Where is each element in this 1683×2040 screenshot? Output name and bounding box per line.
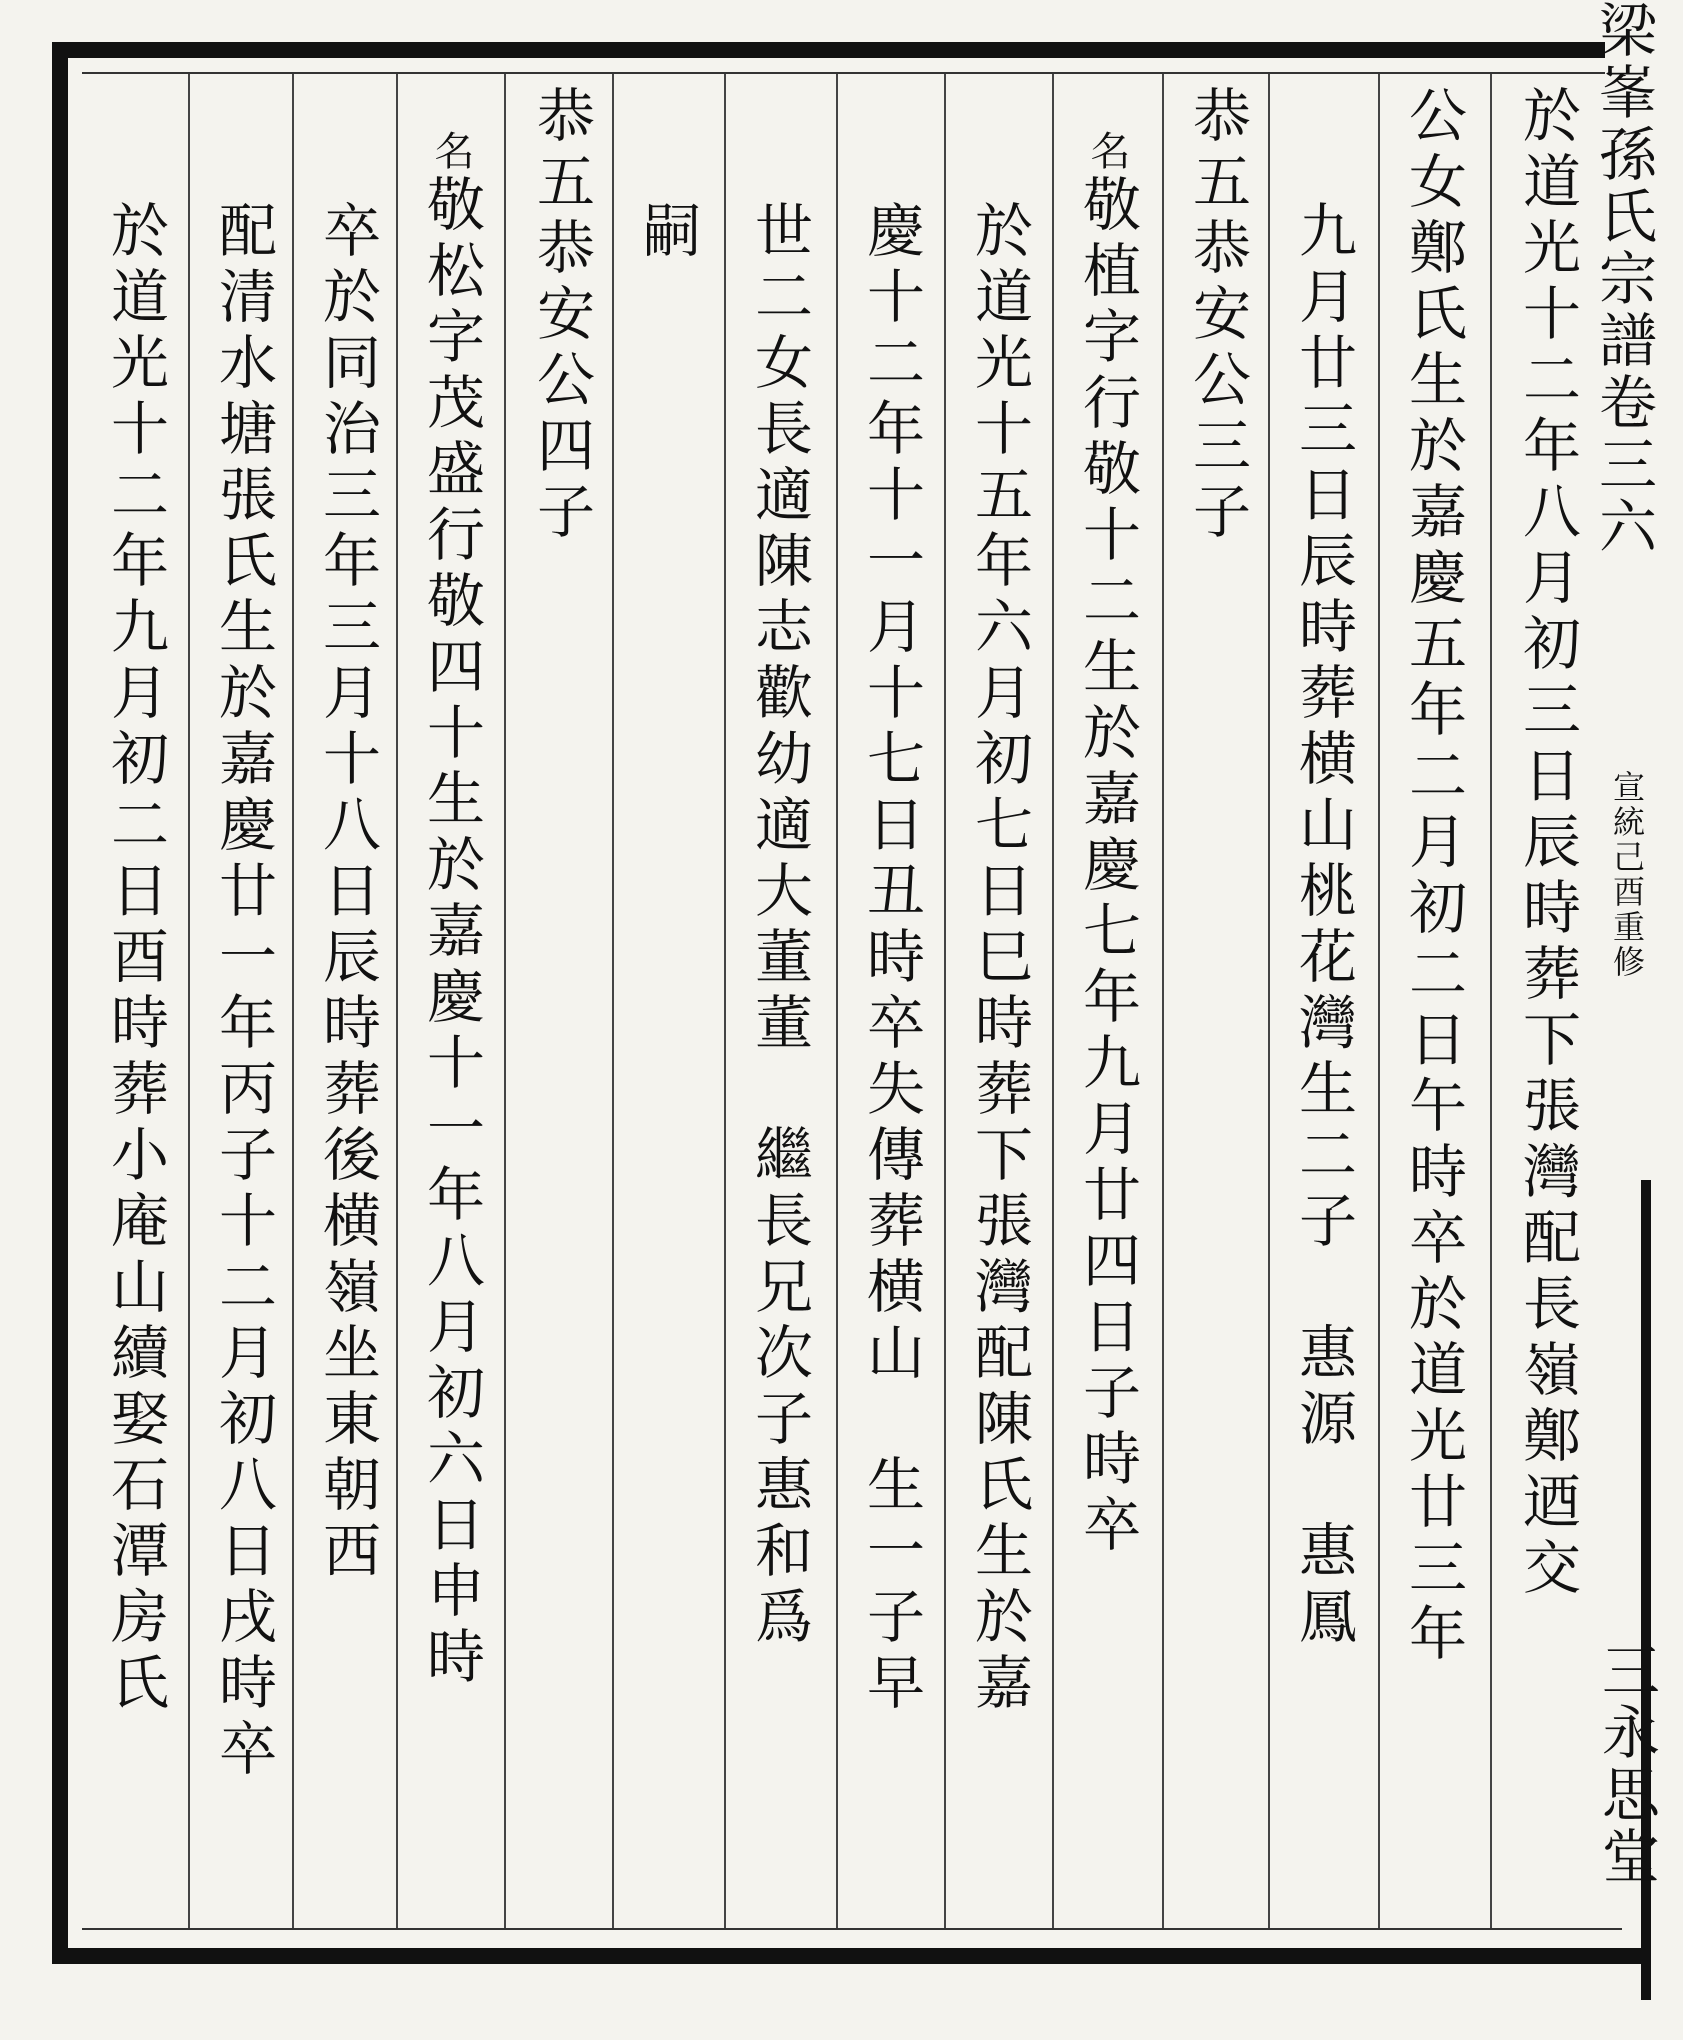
text-column-6: 於道光十五年六月初七日巳時葬下張灣配陳氏生於嘉 [965, 200, 1033, 1718]
column-divider [292, 74, 294, 1928]
frame-top-border [52, 42, 1647, 58]
text-column-3: 九月廿三日辰時葬横山桃花灣生二子 惠源 惠鳳 [1289, 200, 1357, 1652]
text-column-7: 慶十二年十一月十七日丑時卒失傳葬横山 生一子早 [857, 200, 925, 1718]
book-title: 梁峯孫氏宗譜卷三六 [1605, 0, 1665, 1180]
column-divider [724, 74, 726, 1928]
edition-note: 宣統己酉重修 [1608, 770, 1646, 980]
frame-bottom-border [52, 1948, 1647, 1964]
column-divider [1162, 74, 1164, 1928]
column-divider [612, 74, 614, 1928]
text-column-12: 卒於同治三年三月十八日辰時葬後横嶺坐東朝西 [313, 200, 381, 1586]
column-divider [396, 74, 398, 1928]
hall-name: 三永思堂 [1592, 1640, 1660, 1888]
text-column-11: 名敬松字茂盛行敬四十生於嘉慶十一年八月初六日申時 [417, 130, 485, 1692]
column-divider [504, 74, 506, 1928]
text-column-1: 於道光十二年八月初三日辰時葬下張灣配長嶺鄭迺交 [1513, 85, 1581, 1603]
column-divider [836, 74, 838, 1928]
column-divider [1490, 74, 1492, 1928]
text-column-5: 名敬植字行敬十二生於嘉慶七年九月廿四日子時卒 [1073, 130, 1141, 1560]
text-column-2: 公女鄭氏生於嘉慶五年二月初二日午時卒於道光廿三年 [1399, 85, 1467, 1669]
text-column-13: 配清水塘張氏生於嘉慶廿一年丙子十二月初八日戌時卒 [209, 200, 277, 1784]
frame-left-border [52, 42, 68, 1964]
text-column-14: 於道光十二年九月初二日酉時葬小庵山續娶石潭房氏 [101, 200, 169, 1718]
text-column-8: 世二女長適陳志歡幼適大董董 繼長兄次子惠和爲 [745, 200, 813, 1652]
column-divider [1378, 74, 1380, 1928]
column-divider [944, 74, 946, 1928]
text-column-9: 嗣 [633, 200, 701, 266]
heading-column-sanzi: 恭五恭安公三子 [1183, 85, 1251, 547]
column-divider [1052, 74, 1054, 1928]
column-divider [1268, 74, 1270, 1928]
frame-inner-top-line [82, 72, 1622, 74]
column-divider [188, 74, 190, 1928]
heading-column-sizi: 恭五恭安公四子 [527, 85, 595, 547]
